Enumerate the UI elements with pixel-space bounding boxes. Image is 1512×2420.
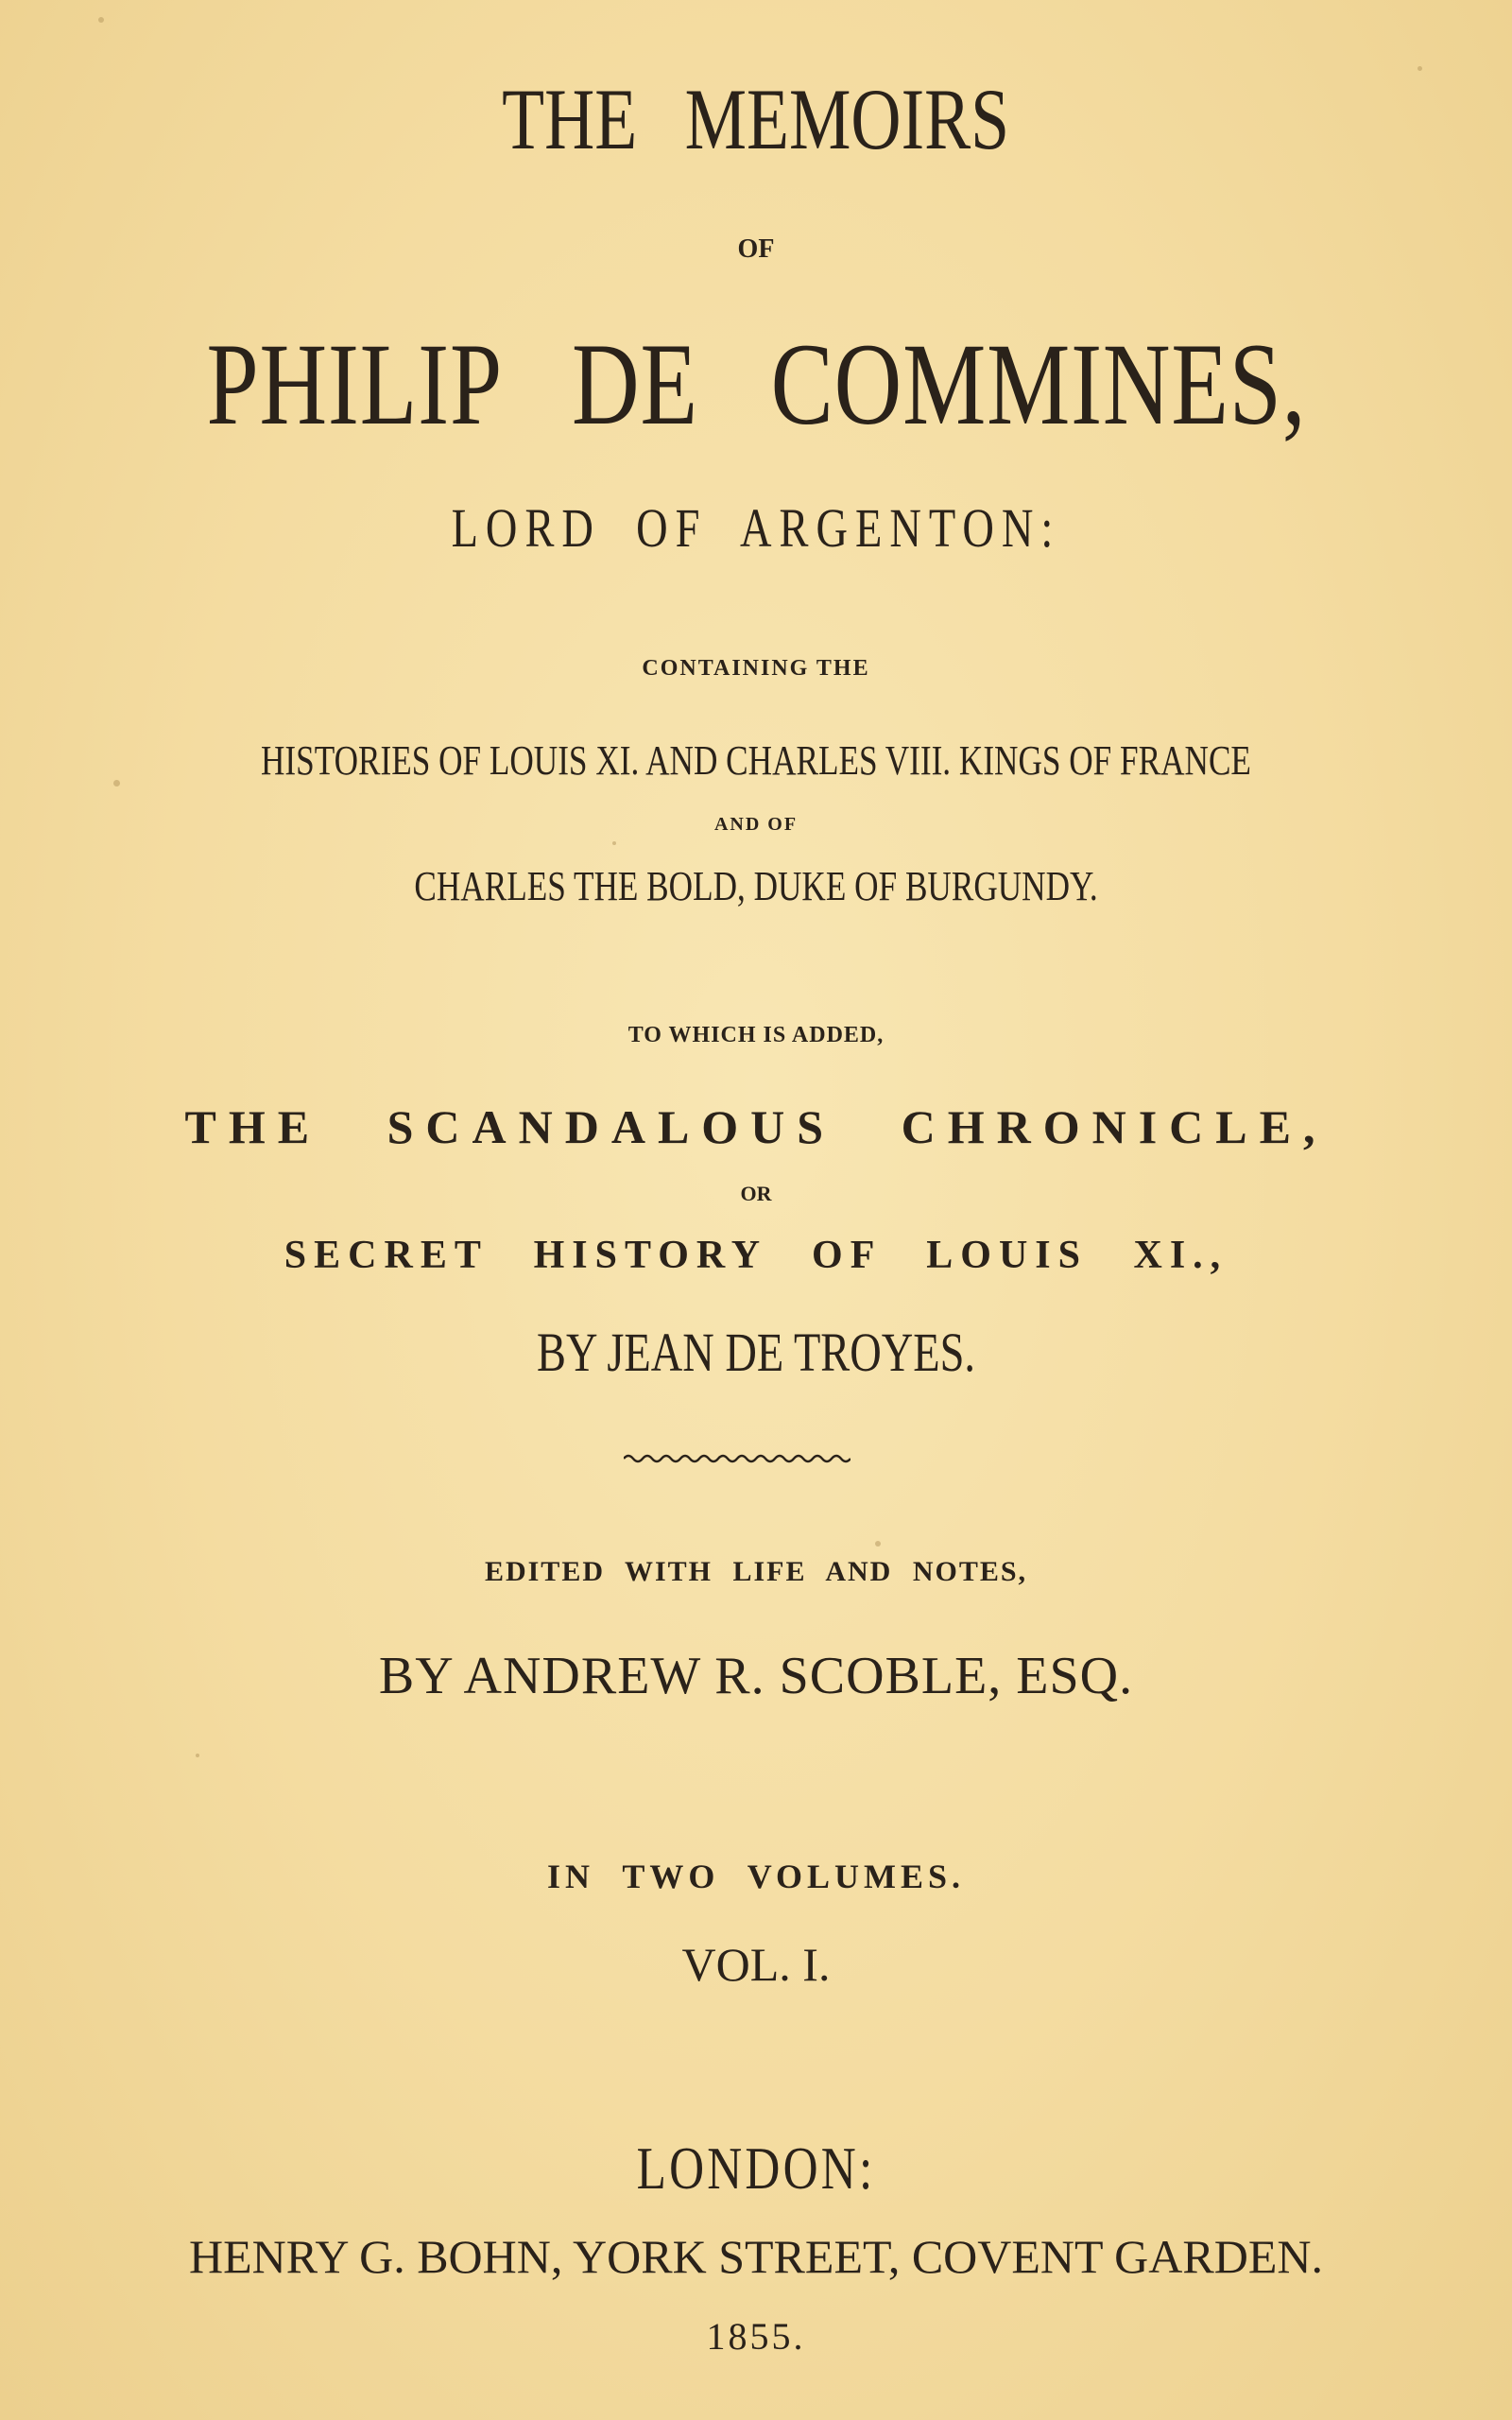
volume-number: VOL. I. [681, 1938, 831, 1991]
volume-count: IN TWO VOLUMES. [546, 1858, 966, 1895]
editor-name: BY ANDREW R. SCOBLE, ESQ. [378, 1647, 1134, 1705]
wavy-rule-ornament [624, 1451, 850, 1466]
paper-speck [1418, 66, 1422, 71]
charles-line: CHARLES THE BOLD, DUKE OF BURGUNDY. [414, 863, 1098, 909]
or-connector: OR [740, 1182, 772, 1205]
paper-speck [196, 1754, 199, 1757]
chronicle-author: BY JEAN DE TROYES. [536, 1322, 976, 1383]
book-title: THE MEMOIRS [502, 71, 1010, 167]
editor-credit: EDITED WITH LIFE AND NOTES, [484, 1556, 1028, 1587]
author-title: LORD OF ARGENTON: [451, 497, 1061, 559]
and-of-line: AND OF [713, 814, 799, 835]
publication-year: 1855. [706, 2315, 806, 2358]
secret-history-title: SECRET HISTORY OF LOUIS XI., [284, 1234, 1228, 1277]
paper-speck [98, 17, 104, 23]
paper-speck [612, 841, 616, 845]
chronicle-title: THE SCANDALOUS CHRONICLE, [184, 1100, 1328, 1153]
added-line: TO WHICH IS ADDED, [627, 1023, 885, 1047]
containing-line: CONTAINING THE [642, 656, 870, 681]
paper-speck [875, 1541, 881, 1547]
of-connector: OF [737, 234, 775, 264]
author-name: PHILIP DE COMMINES, [206, 320, 1306, 449]
paper-speck [113, 780, 120, 786]
histories-line: HISTORIES OF LOUIS XI. AND CHARLES VIII. KINGS OF FRANCE [261, 737, 1251, 784]
imprint-city: LONDON: [636, 2135, 876, 2202]
publisher: HENRY G. BOHN, YORK STREET, COVENT GARDEN. [189, 2230, 1323, 2283]
